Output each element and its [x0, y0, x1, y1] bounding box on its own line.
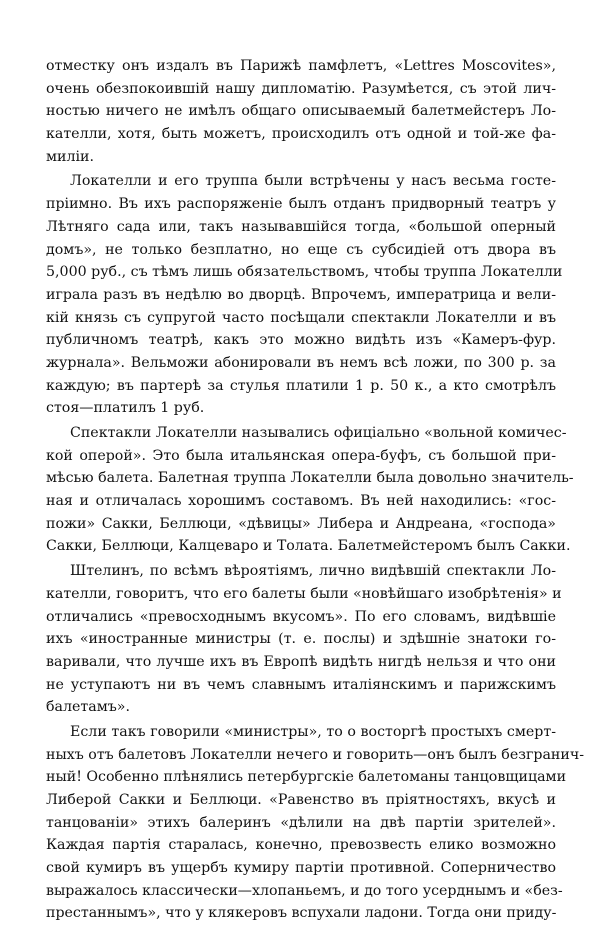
text-line: кой оперой». Это была итальянская опера-буфъ, съ большой при- — [46, 447, 556, 464]
text-line: Локателли и его труппа были встрѣчены у насъ весьма гостe- — [70, 173, 556, 190]
text-line: очень обезпокоившій нашу дипломатію. Разумѣется, съ этой лич- — [46, 80, 556, 97]
paragraph — [46, 170, 563, 420]
text-line: 5,000 руб., съ тѣмъ лишь обязательствомъ, чтобы труппа Локателли — [46, 264, 563, 281]
page-text — [46, 55, 585, 925]
text-line: Либерой Сакки и Беллюци. «Равенство въ пріятностяхъ, вкусѣ и — [46, 792, 556, 808]
text-line: кателли, хотя, быть можетъ, происходилъ отъ одной и той-же фа- — [46, 126, 556, 143]
text-line: выражалось классически—хлопаньемъ, и до того усерднымъ и «без- — [46, 882, 563, 899]
text-line: свой кумиръ въ ущербъ кумиру партіи противной. Соперничество — [46, 860, 556, 877]
text-line: престаннымъ», что у клякеровъ вспухали ладони. Тогда они приду- — [46, 905, 557, 922]
text-line: ныхъ отъ балетовъ Локателли нечего и говорить—онъ былъ безгранич- — [46, 746, 585, 763]
text-line: каждую; въ партерѣ за стулья платили 1 р. 50 к., а кто смотрѣлъ — [46, 377, 556, 394]
text-line: кателли, говоритъ, что его балеты были «новѣйшаго изобрѣтенія» и — [46, 585, 562, 602]
paragraph — [46, 560, 562, 719]
text-line: ихъ «иностранные министры (т. е. послы) и здѣшніе знатоки го- — [46, 631, 556, 648]
text-line: ностью ничего не имѣлъ общаго описываемый балетмейстеръ Ло- — [46, 103, 556, 120]
text-line: мѣсью балета. Балетная труппа Локателли была довольно значитель- — [46, 470, 574, 487]
text-line: отличались «превосходнымъ вкусомъ». По его словамъ, видѣвшіе — [46, 608, 556, 625]
text-line: не уступаютъ ни въ чемъ славнымъ италіянскимъ и парижскимъ — [46, 676, 556, 693]
text-line: миліи. — [46, 148, 95, 165]
text-line: ный! Особенно плѣнялись петербургскіе балетоманы танцовщицами — [46, 769, 567, 786]
text-line: стоя—платилъ 1 руб. — [46, 400, 205, 417]
text-line: Штелинъ, по всѣмъ вѣроятіямъ, лично видѣвшій спектакли Ло- — [70, 563, 556, 580]
text-line: кій князь съ супругой часто посѣщали спектакли Локателли и въ — [46, 309, 556, 326]
text-line: варивали, что лучше ихъ въ Европѣ видѣть нигдѣ нельзя и что они — [46, 653, 556, 670]
text-line: Если такъ говорили «министры», то о восторгѣ простыхъ смерт- — [70, 723, 556, 740]
text-line: ная и отличалась хорошимъ составомъ. Въ ней находились: «гос- — [46, 493, 556, 510]
text-line: Сакки, Беллюци, Калцеваро и Толата. Балетмейстеромъ былъ Сакки. — [46, 538, 571, 555]
text-line: играла разъ въ недѣлю во дворцѣ. Впрочемъ, императрица и вели- — [46, 286, 556, 303]
text-line: танцованіи» этихъ балеринъ «дѣлили на двѣ партіи зрителей». — [46, 814, 556, 831]
paragraph — [46, 721, 585, 925]
text-line: отместку онъ издалъ въ Парижѣ памфлетъ, «Lettres Moscovites», — [46, 58, 556, 74]
text-line: пожи» Сакки, Беллюци, «дѣвицы» Либера и Андреана, «господа» — [46, 515, 556, 532]
text-line: пріимно. Въ ихъ распоряженіе былъ отданъ придворный театръ у — [46, 196, 556, 213]
text-line: Каждая партія старалась, конечно, превозвесть елико возможно — [46, 837, 556, 854]
text-line: Спектакли Локателли назывались офиціально «вольной комичес- — [70, 425, 567, 441]
text-line: домъ», не только безплатно, но еще съ субсидіей отъ двора въ — [46, 241, 556, 258]
text-line: балетамъ». — [46, 699, 130, 716]
text-line: Лѣтняго сада или, такъ называвшійся тогда, «большой оперный — [46, 218, 556, 235]
text-line: журнала». Вельможи абонировали въ немъ всѣ ложи, по 300 р. за — [46, 354, 556, 371]
paragraph — [46, 55, 556, 168]
paragraph — [46, 422, 574, 558]
text-line: публичномъ театрѣ, какъ это можно видѣть изъ «Камеръ-фур. — [46, 332, 556, 349]
